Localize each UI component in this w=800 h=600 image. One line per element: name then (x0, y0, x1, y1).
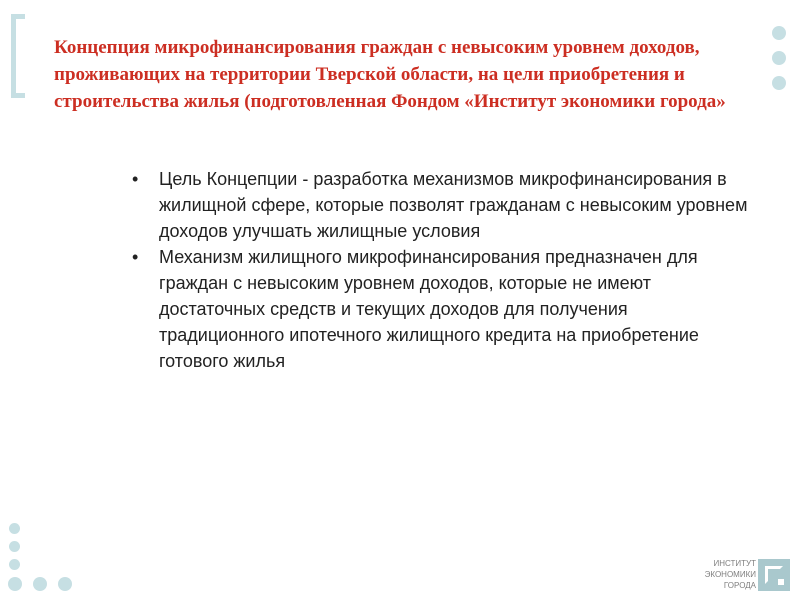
decorative-dot (772, 26, 786, 40)
decorative-dot (9, 559, 20, 570)
logo-line: ЭКОНОМИКИ (704, 570, 756, 579)
bullet-text: Цель Концепции - разработка механизмов микрофинансирования в жилищной сфере, которые позволят гражданам с невысоким уровнем доходов улучшать жилищные условия (159, 169, 748, 241)
decorative-dot (9, 523, 20, 534)
logo-line: ГОРОДА (723, 581, 756, 590)
list-item (126, 244, 756, 374)
bullet-marker: • (132, 169, 139, 189)
logo-square-shape (778, 579, 784, 585)
institute-logo (684, 558, 790, 592)
decorative-dot (8, 577, 22, 591)
slide-title: Концепция микрофинансирования граждан с невысоким уровнем доходов, проживающих на территории Тверской области, на цели приобретения и строительства жилья (подготовленная Фондом «Институт экономики города» (54, 37, 726, 112)
decorative-dot (58, 577, 72, 591)
logo-text (705, 558, 756, 591)
list-item (126, 166, 756, 244)
decorative-dot (772, 51, 786, 65)
decorative-dot (772, 76, 786, 90)
logo-mark-icon (758, 559, 790, 591)
decorative-dot (33, 577, 47, 591)
logo-line: ИНСТИТУТ (713, 559, 756, 568)
bullet-text: Механизм жилищного микрофинансирования предназначен для граждан с невысоким уровнем доходов, которые не имеют достаточных средств и текущих доходов для получения традиционного ипотечного жилищного кредита на приобретение готового жилья (159, 247, 699, 371)
bullet-list (126, 166, 756, 374)
left-bracket-decoration (11, 14, 25, 98)
decorative-dot (9, 541, 20, 552)
bullet-marker: • (132, 247, 139, 267)
